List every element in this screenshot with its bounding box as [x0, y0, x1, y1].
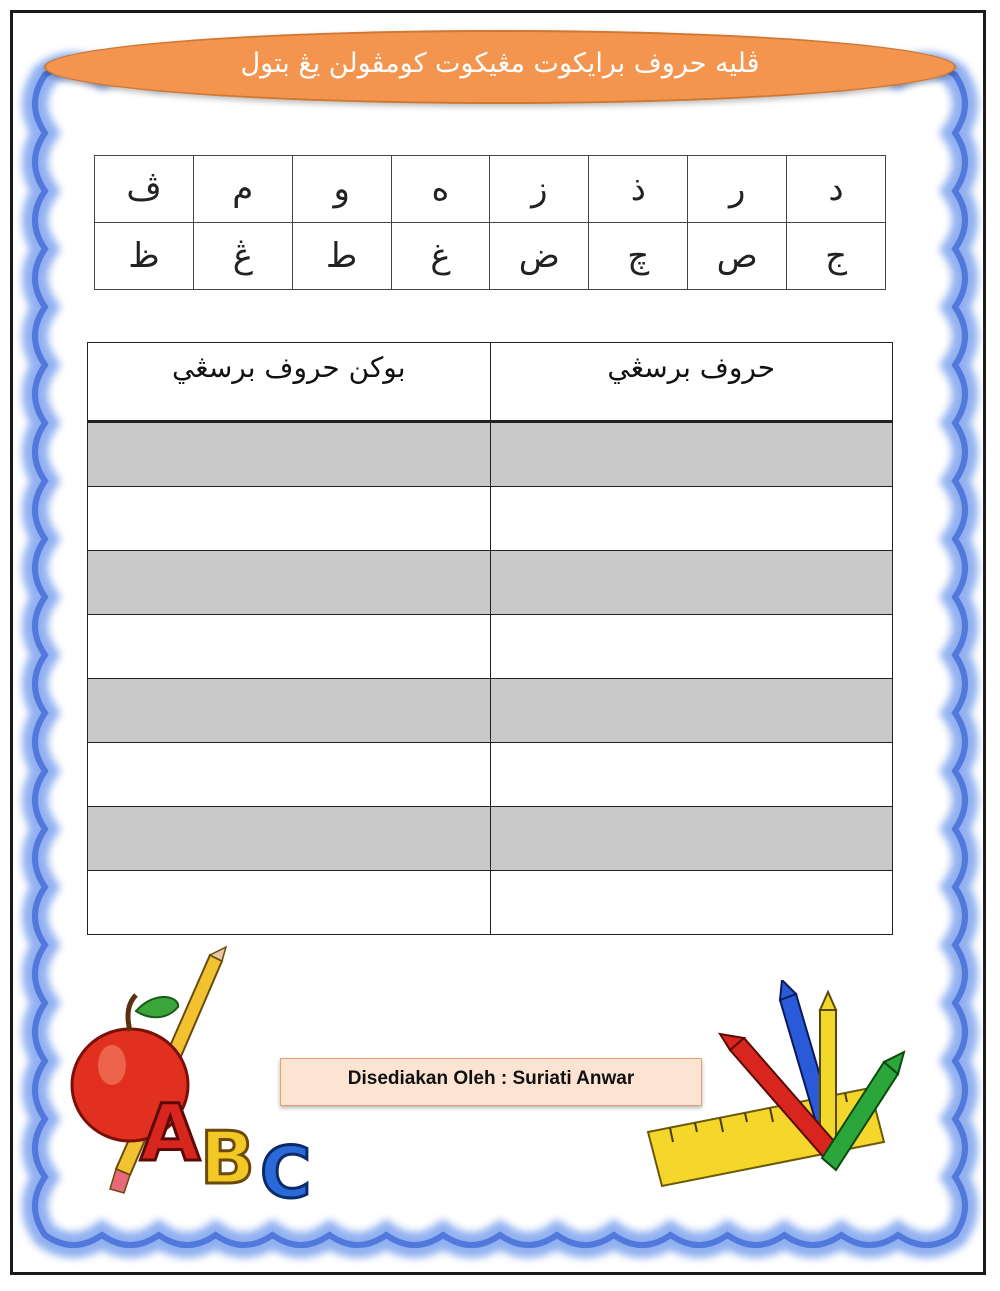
answer-row — [88, 679, 893, 743]
abc-blocks-icon — [140, 1089, 311, 1205]
drop-zone-shamsiah[interactable] — [490, 615, 893, 679]
letter-cell[interactable]: ڠ — [193, 223, 292, 290]
answer-row — [88, 615, 893, 679]
drop-zone-non-shamsiah[interactable] — [88, 615, 491, 679]
letter-cell[interactable]: م — [193, 156, 292, 223]
letter-cell[interactable]: چ — [589, 223, 688, 290]
drop-zone-shamsiah[interactable] — [490, 551, 893, 615]
drop-zone-non-shamsiah[interactable] — [88, 871, 491, 935]
letter-cell[interactable]: ج — [787, 223, 886, 290]
svg-text:A: A — [140, 1089, 201, 1179]
answer-row — [88, 551, 893, 615]
drop-zone-non-shamsiah[interactable] — [88, 422, 491, 487]
drop-zone-non-shamsiah[interactable] — [88, 807, 491, 871]
letters-row — [95, 156, 886, 223]
drop-zone-non-shamsiah[interactable] — [88, 551, 491, 615]
header-non-shamsiah: بوكن حروف برسڠي — [88, 343, 491, 422]
credit-text: Disediakan Oleh : Suriati Anwar — [347, 1068, 635, 1089]
svg-text:C: C — [260, 1132, 312, 1205]
page-title: ڤليه حروف برايكوت مڠيكوت كومڤولن يڠ بتول — [240, 47, 760, 79]
title-banner — [44, 30, 956, 104]
drop-zone-non-shamsiah[interactable] — [88, 743, 491, 807]
drop-zone-non-shamsiah[interactable] — [88, 679, 491, 743]
answer-row — [88, 743, 893, 807]
header-shamsiah: حروف برسڠي — [490, 343, 893, 422]
letter-cell[interactable]: ه — [391, 156, 490, 223]
letter-cell[interactable]: ڤ — [95, 156, 194, 223]
letter-cell[interactable]: ز — [490, 156, 589, 223]
drop-zone-shamsiah[interactable] — [490, 807, 893, 871]
answer-table — [87, 342, 893, 935]
answer-row — [88, 422, 893, 487]
drop-zone-shamsiah[interactable] — [490, 679, 893, 743]
svg-text:B: B — [200, 1116, 255, 1200]
letter-cell[interactable]: ظ — [95, 223, 194, 290]
drop-zone-shamsiah[interactable] — [490, 487, 893, 551]
letter-cell[interactable]: ذ — [589, 156, 688, 223]
drop-zone-shamsiah[interactable] — [490, 422, 893, 487]
letter-cell[interactable]: ط — [292, 223, 391, 290]
answer-row — [88, 487, 893, 551]
letter-cell[interactable]: د — [787, 156, 886, 223]
credit-box — [280, 1058, 702, 1106]
letters-grid — [94, 155, 886, 290]
letters-row — [95, 223, 886, 290]
letter-cell[interactable]: ض — [490, 223, 589, 290]
letter-cell[interactable]: ص — [688, 223, 787, 290]
drop-zone-non-shamsiah[interactable] — [88, 487, 491, 551]
letter-cell[interactable]: ر — [688, 156, 787, 223]
drop-zone-shamsiah[interactable] — [490, 871, 893, 935]
answer-header-row — [88, 343, 893, 422]
answer-row — [88, 871, 893, 935]
answer-row — [88, 807, 893, 871]
letter-cell[interactable]: و — [292, 156, 391, 223]
letter-cell[interactable]: غ — [391, 223, 490, 290]
drop-zone-shamsiah[interactable] — [490, 743, 893, 807]
